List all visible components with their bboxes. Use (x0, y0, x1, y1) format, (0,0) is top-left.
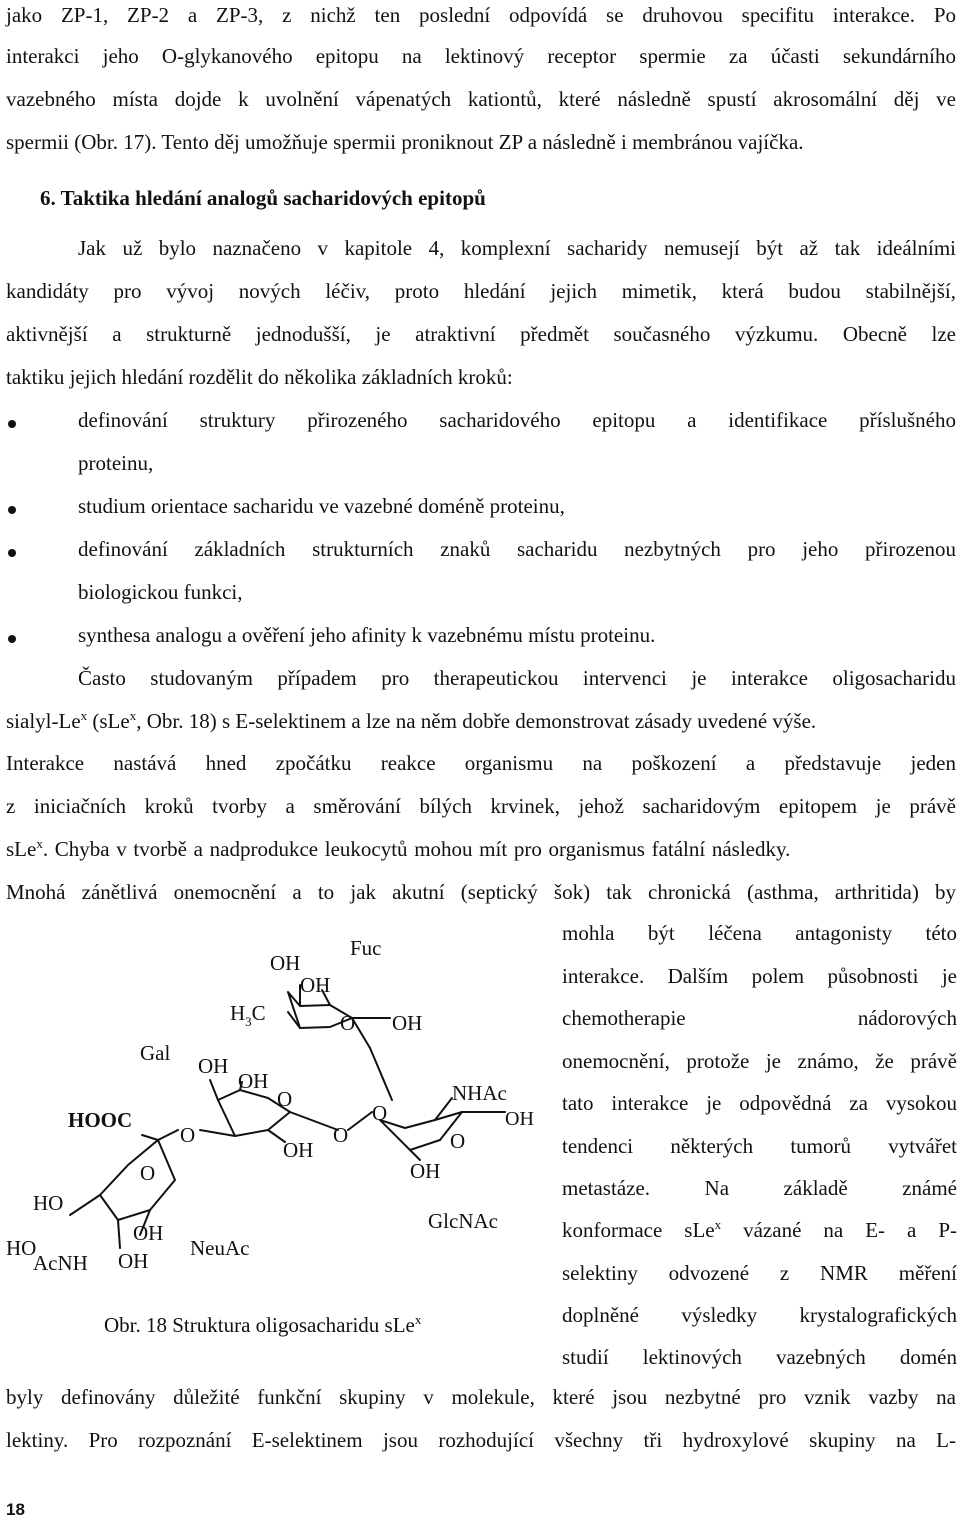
rc-line-8: konformace sLe$^x$ vázané na E- a P- (562, 1217, 958, 1242)
bullet-2-line-1: studium orientace sacharidu ve vazebné doméně proteinu, (78, 494, 565, 518)
rc-line-11: studií lektinových vazebných domén (562, 1345, 957, 1369)
para2-line-2: sialyl-Le$^x$ (sLe$^x$, Obr. 18) s E-selektinem a lze na něm dobře demonstrovat zásady uvedené výše. (6, 708, 817, 733)
label-oh: OH (300, 973, 331, 997)
label-oh: OH (270, 951, 301, 975)
intro-line-1: jako ZP-1, ZP-2 a ZP-3, z nichž ten poslední odpovídá se druhovou specifitu interakce. Po (6, 3, 956, 27)
bullet-dot (8, 635, 16, 643)
intro-line-3: vazebného místa dojde k uvolnění vápenatých kationtů, které následně spustí akrosomální děj ve (6, 87, 956, 111)
section-heading: 6. Taktika hledání analogů sacharidových epitopů (40, 186, 486, 210)
label-ho: HO (33, 1191, 64, 1215)
bullet-dot (8, 420, 16, 428)
label-ho: HO (6, 1236, 37, 1260)
label-gal: Gal (140, 1041, 171, 1065)
page-number: 18 (6, 1500, 25, 1519)
bullet-3-line-2: biologickou funkci, (78, 580, 243, 604)
para2-line-1: Často studovaným případem pro therapeutickou intervenci je interakce oligosacharidu (78, 666, 956, 690)
label-neuac: NeuAc (190, 1236, 250, 1260)
figure-caption: Obr. 18 Struktura oligosacharidu sLe$^x$ (104, 1312, 422, 1337)
rc-line-9: selektiny odvozené z NMR měření (562, 1261, 957, 1285)
label-glcnac: GlcNAc (428, 1209, 498, 1233)
para1-line-3: aktivnější a strukturně jednodušší, je atraktivní předmět současného výzkumu. Obecně lze (6, 322, 956, 346)
para1-line-2: kandidáty pro vývoj nových léčiv, proto hledání jejich mimetik, která budou stabilnější, (6, 279, 956, 303)
label-oh: OH (118, 1249, 149, 1273)
rc-line-5: tato interakce je odpovědná za vysokou (562, 1091, 957, 1115)
label-oh: OH (238, 1069, 269, 1093)
rc-line-1: mohla být léčena antagonisty této (562, 921, 957, 945)
label-oh: OH (410, 1159, 441, 1183)
bullet-dot (8, 506, 16, 514)
label-h3c: $H_3C$ (230, 1001, 266, 1029)
bullet-1-line-1: definování struktury přirozeného sacharidového epitopu a identifikace příslušného (78, 408, 956, 432)
rc-line-10: doplněné výsledky krystalografických (562, 1303, 957, 1327)
rc-line-3: chemotherapie nádorových (562, 1006, 957, 1030)
label-acnh: AcNH (33, 1251, 88, 1275)
para2-line-5: sLe$^x$. Chyba v tvorbě a nadprodukce leukocytů mohou mít pro organismus fatální následky. (6, 836, 791, 861)
intro-line-4: spermii (Obr. 17). Tento děj umožňuje spermii proniknout ZP a následně i membránou vajíčka. (6, 130, 804, 154)
intro-line-2: interakci jeho O-glykanového epitopu na lektinový receptor spermie za účasti sekundárního (6, 44, 956, 68)
label-nhac: NHAc (452, 1081, 507, 1105)
label-oh: OH (283, 1138, 314, 1162)
label-oh: OH (133, 1221, 164, 1245)
rc-line-6: tendenci některých tumorů vytvářet (562, 1134, 957, 1158)
rc-line-4: onemocnění, protože je známo, že právě (562, 1049, 957, 1073)
rc-line-2: interakce. Dalším polem působnosti je (562, 964, 957, 988)
bullet-1-line-2: proteinu, (78, 451, 154, 475)
label-o: O (340, 1011, 356, 1035)
bullet-dot (8, 549, 16, 557)
label-fuc: Fuc (350, 936, 382, 960)
para2-line-6: Mnohá zánětlivá onemocnění a to jak akutní (septický šok) tak chronická (asthma, arthritida) by (6, 880, 956, 904)
neuac-ring (100, 1140, 175, 1220)
label-o: O (277, 1087, 293, 1111)
closing-line-2: lektiny. Pro rozpoznání E-selektinem jsou rozhodující všechny tři hydroxylové skupiny na L- (6, 1428, 956, 1452)
label-oh: OH (198, 1054, 229, 1078)
slex-structure-figure (0, 925, 555, 1375)
label-oh: OH (392, 1011, 423, 1035)
label-oh: OH (505, 1108, 534, 1130)
label-hooc: HOOC (68, 1108, 133, 1132)
para2-line-3: Interakce nastává hned zpočátku reakce organismu na poškození a představuje jeden (6, 751, 956, 775)
label-o: O (372, 1101, 388, 1125)
closing-line-1: byly definovány důležité funkční skupiny v molekule, které jsou nezbytné pro vznik vazby na (6, 1385, 956, 1409)
label-o: O (180, 1123, 196, 1147)
bullet-4-line-1: synthesa analogu a ověření jeho afinity k vazebnému místu proteinu. (78, 623, 656, 647)
rc-line-7: metastáze. Na základě známé (562, 1176, 957, 1200)
para1-line-1: Jak už bylo naznačeno v kapitole 4, komplexní sacharidy nemusejí být až tak ideálními (78, 236, 956, 260)
para2-line-4: z iniciačních kroků tvorby a směrování bílých krvinek, jehož sacharidovým epitopem je právě (6, 794, 956, 818)
label-o: O (333, 1123, 349, 1147)
label-o: O (450, 1129, 466, 1153)
label-o: O (140, 1161, 156, 1185)
bullet-3-line-1: definování základních strukturních znaků sacharidu nezbytných pro jeho přirozenou (78, 537, 956, 561)
para1-line-4: taktiku jejich hledání rozdělit do několika základních kroků: (6, 365, 513, 389)
